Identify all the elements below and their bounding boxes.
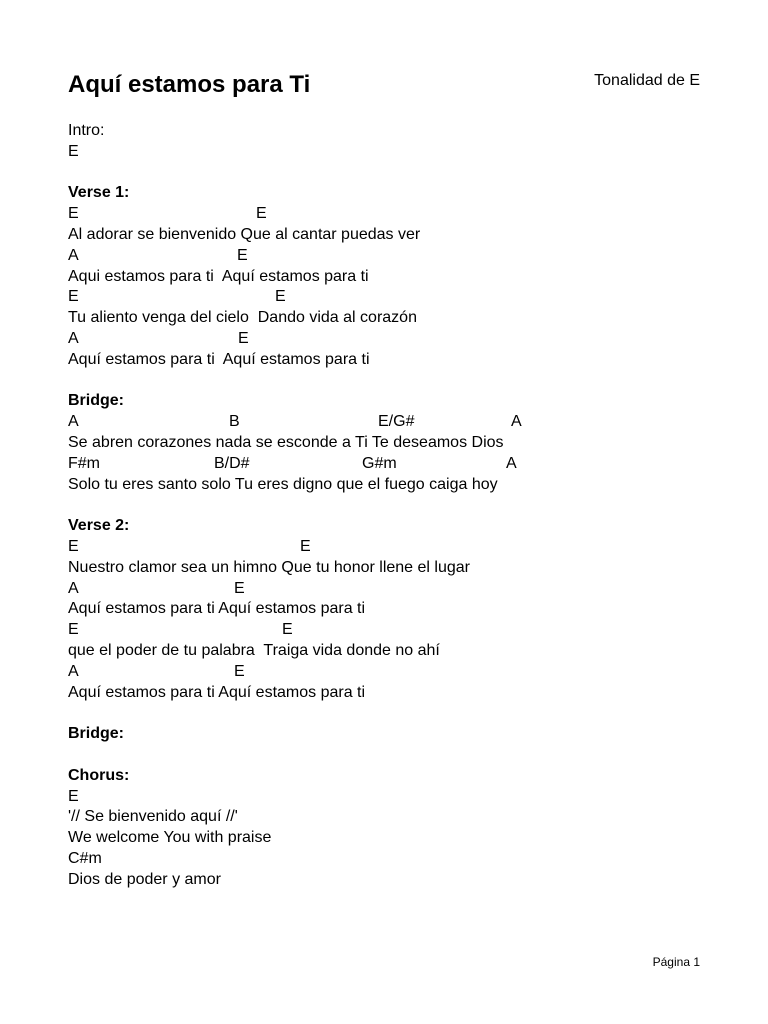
chord-line [68, 787, 708, 808]
blank-line [68, 745, 708, 766]
blank-line [68, 703, 708, 724]
chord: B/D# [214, 454, 250, 472]
chord: E/G# [378, 413, 415, 431]
chord: E [237, 246, 248, 264]
section-heading: Verse 2: [68, 517, 130, 535]
chord: A [511, 413, 522, 431]
page-number: Página 1 [652, 955, 700, 969]
lyrics-and-chords [68, 121, 708, 890]
chord-line [68, 204, 708, 225]
chord-line [68, 662, 708, 683]
lyric-line: Dios de poder y amor [68, 870, 221, 888]
chord-line [68, 329, 708, 350]
lyric-line: Se abren corazones nada se esconde a Ti Te deseamos Dios [68, 433, 504, 451]
chord: E [68, 205, 79, 223]
chord-line [68, 579, 708, 600]
chord-line [68, 620, 708, 641]
chord: E [68, 787, 79, 805]
chord: E [68, 142, 79, 160]
chord-line [68, 849, 708, 870]
chord: A [68, 329, 79, 347]
lyric-line: Aqui estamos para ti Aquí estamos para ti [68, 267, 369, 285]
chord: A [68, 413, 79, 431]
blank-line [68, 495, 708, 516]
section-heading: Bridge: [68, 392, 124, 410]
chord: E [300, 537, 311, 555]
lyric-line: Aquí estamos para ti Aquí estamos para ti [68, 683, 366, 701]
chord: E [234, 579, 245, 597]
lyric-line: Aquí estamos para ti Aquí estamos para ti [68, 600, 366, 618]
chord-line [68, 537, 708, 558]
chord: E [68, 621, 79, 639]
blank-line [68, 371, 708, 392]
chord: E [256, 205, 267, 223]
chord: A [68, 579, 79, 597]
song-title: Aquí estamos para Ti [68, 71, 311, 98]
chord-line [68, 287, 708, 308]
lyric-line: que el poder de tu palabra Traiga vida donde no ahí [68, 641, 440, 659]
lyric-line: Intro: [68, 122, 105, 139]
lyric-line: Nuestro clamor sea un himno Que tu honor llene el lugar [68, 558, 470, 576]
chord: G#m [362, 454, 397, 472]
chord: E [282, 621, 293, 639]
chord: A [68, 246, 79, 264]
chord: C#m [68, 849, 102, 867]
chord-line [68, 142, 708, 163]
lyric-line: Tu aliento venga del cielo Dando vida al corazón [68, 309, 417, 327]
chord-line [68, 412, 708, 433]
chord-line [68, 454, 708, 475]
lyric-line: We welcome You with praise [68, 829, 272, 847]
chord: F#m [68, 454, 100, 472]
lyric-line: Aquí estamos para ti Aquí estamos para ti [68, 350, 370, 368]
chord: A [506, 454, 517, 472]
chord: E [234, 662, 245, 680]
section-heading: Chorus: [68, 766, 130, 784]
section-heading: Verse 1: [68, 184, 130, 202]
lyric-line: Solo tu eres santo solo Tu eres digno que el fuego caiga hoy [68, 475, 498, 493]
chord-line [68, 246, 708, 267]
chord: E [238, 329, 249, 347]
blank-line [68, 163, 708, 184]
lyric-line: Al adorar se bienvenido Que al cantar puedas ver [68, 225, 421, 243]
section-heading: Bridge: [68, 725, 124, 743]
chord: B [229, 413, 240, 431]
chord: E [275, 288, 286, 306]
lyric-line: '// Se bienvenido aquí //' [68, 808, 238, 826]
chord: A [68, 662, 79, 680]
chord: E [68, 288, 79, 306]
chord: E [68, 537, 79, 555]
song-key: Tonalidad de E [594, 72, 700, 89]
